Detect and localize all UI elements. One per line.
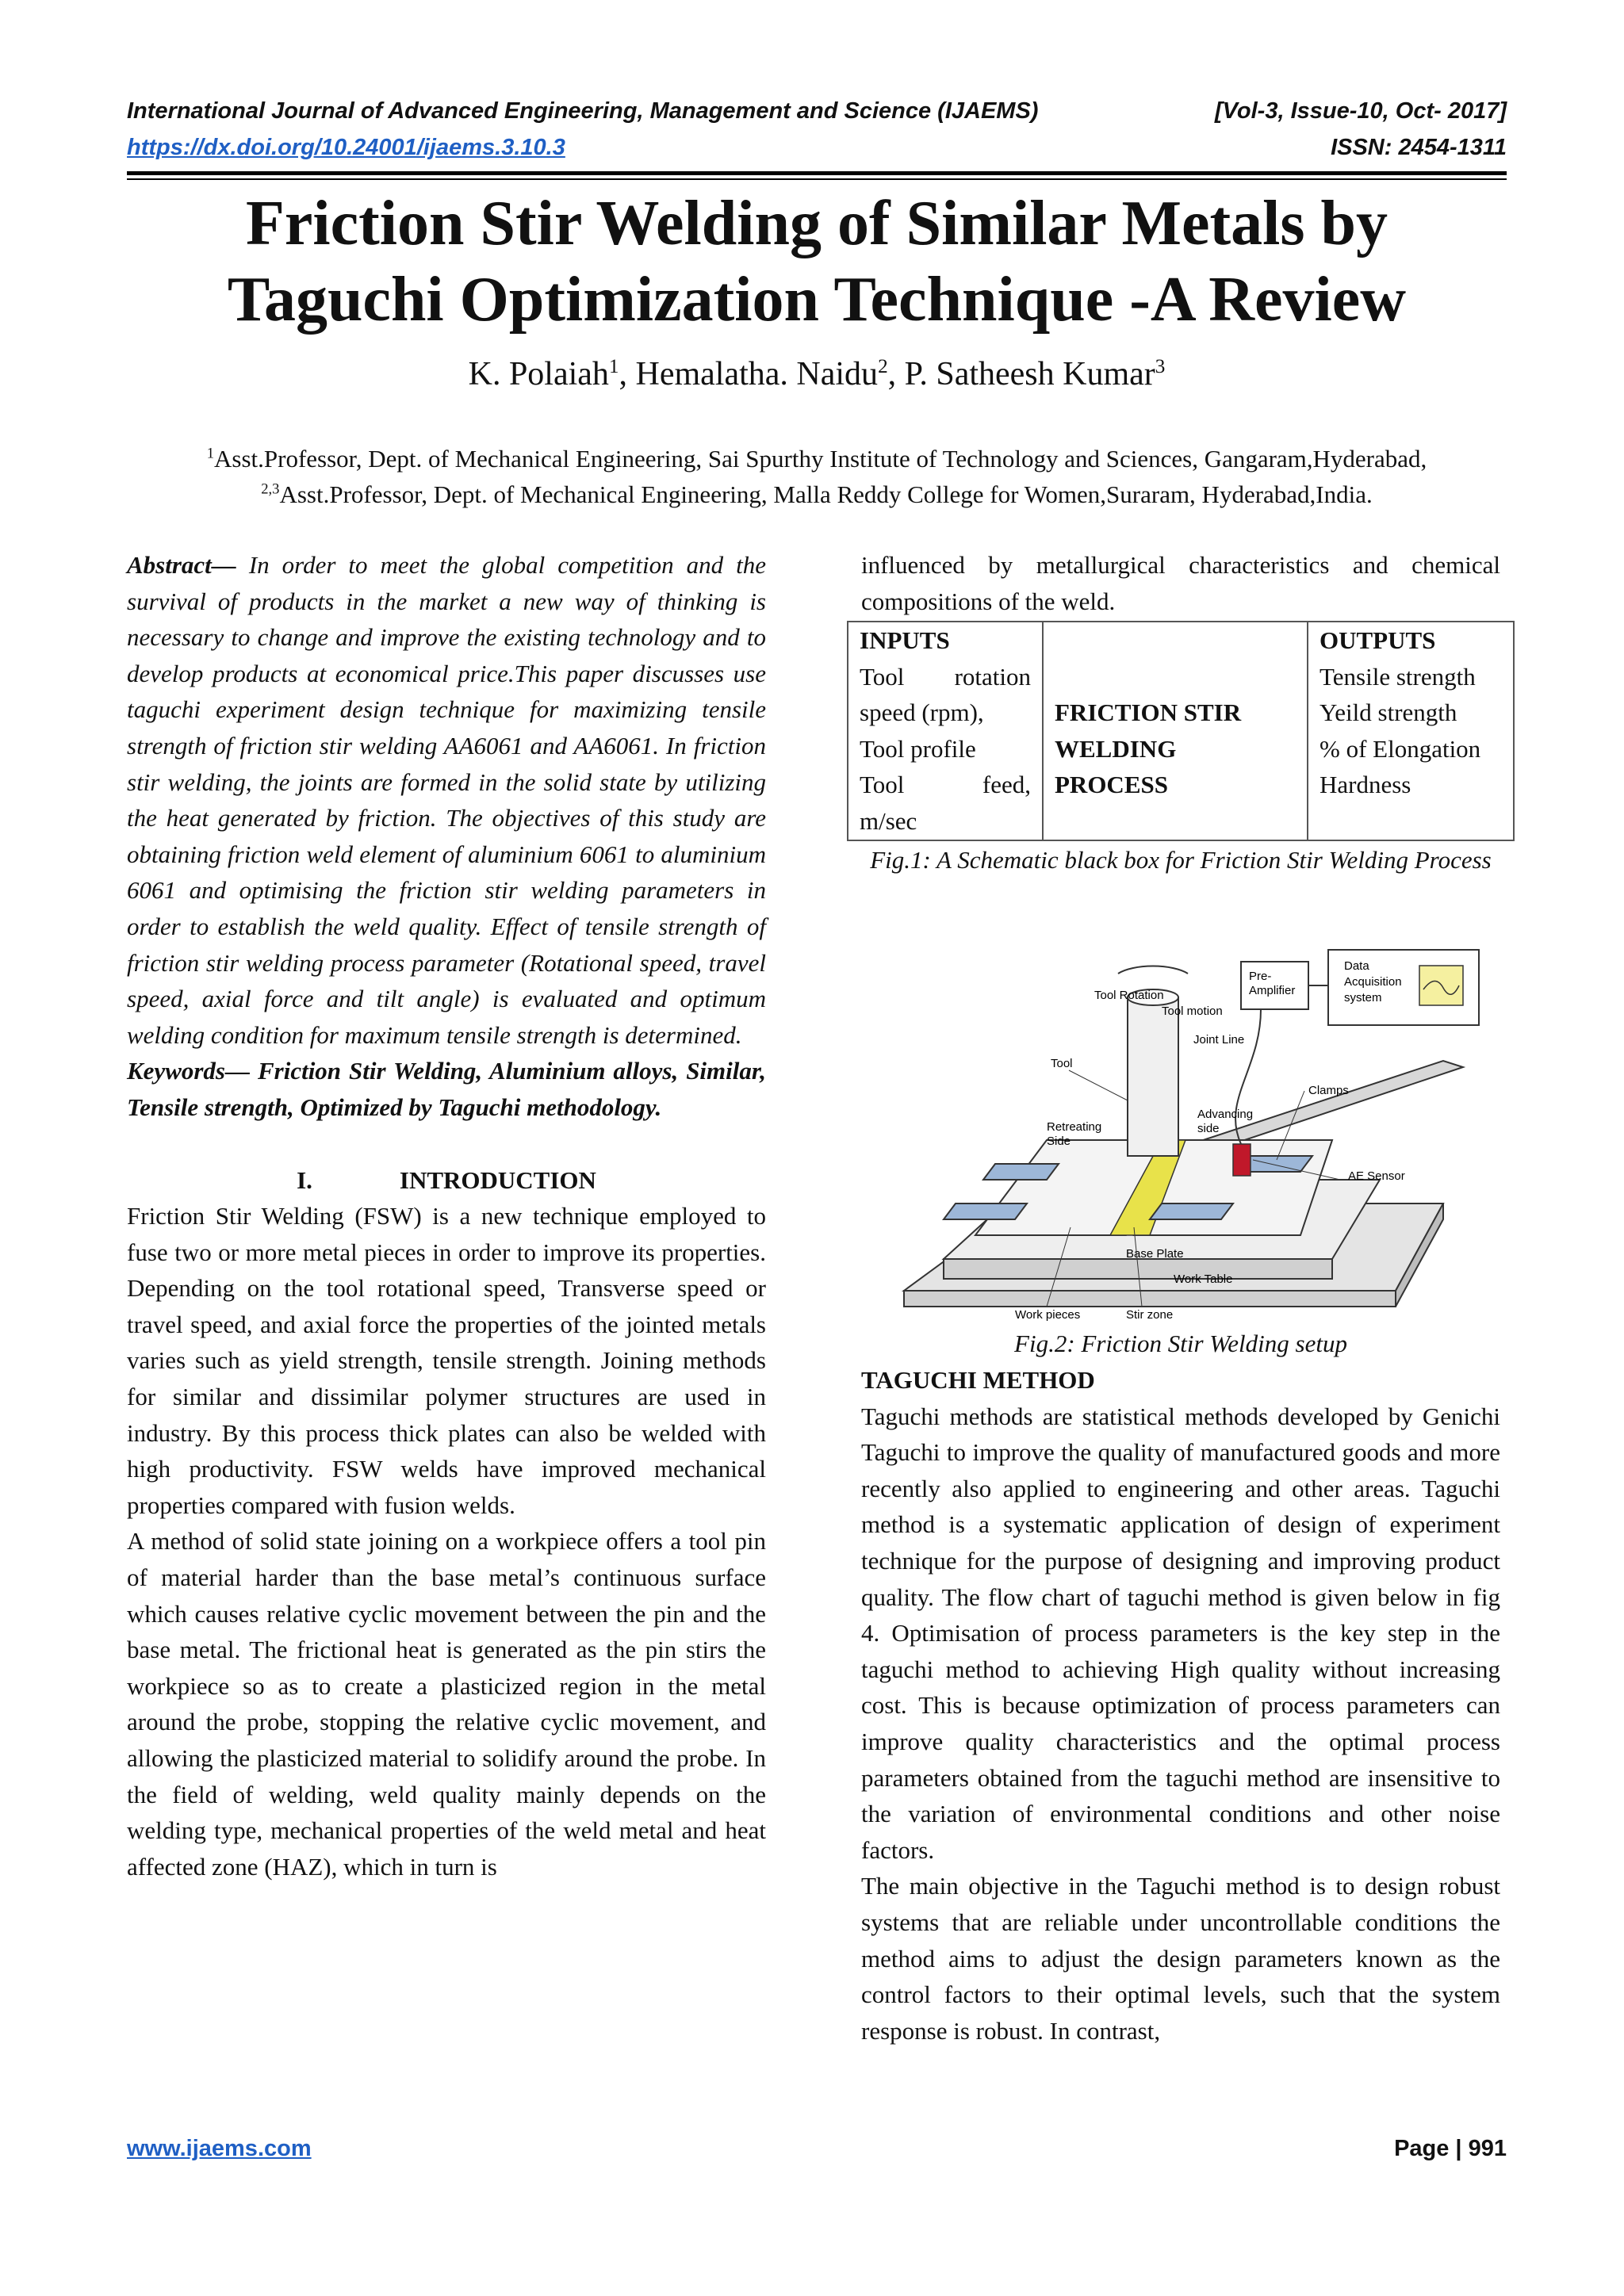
tool-shank <box>1128 997 1178 1156</box>
clamp-left-back <box>983 1164 1059 1180</box>
output-item-hardness: Hardness <box>1320 771 1411 799</box>
taguchi-paragraph-1: Taguchi methods are statistical methods developed by Genichi Taguchi to improve the quality of manufactured goods and more recently also applied to engineering and other areas. Taguchi method is a systematic application of design of experiment technique for the purpose of designing and improving product quality. The flow chart of taguchi method is given below in fig 4. Optimisation of process parameters is the key step in the taguchi method to achieving High quality without increasing cost. This is because optimization of process parameters can improve quality characteristics and the optimal process parameters obtained from the taguchi method are insensitive to the variation of environmental conditions and other noise factors. <box>861 1402 1500 1864</box>
input-item-unit: m/sec <box>860 806 917 835</box>
abstract-text: In order to meet the global competition and the survival of products in the market a new way of thinking is necessary to change and improve the existing technology and to develop products at economical price.This paper discusses use taguchi experiment design technique for maximizing tensile strength of friction stir welding AA6061 and AA6061. In friction stir welding, the joints are formed in the solid state by utilizing the heat generated by friction. The objectives of this study are obtaining friction weld element of aluminium 6061 to aluminium 6061 and optimising the friction stir welding parameters in order to establish the weld quality. Effect of tensile strength of friction stir welding process parameter (Rotational speed, travel speed, axial force and tilt angle) is evaluated and optimum welding condition for maximum tensile strength is determined. <box>127 551 766 1049</box>
label-retreating-2: Side <box>1047 1135 1071 1148</box>
intro-number: I. <box>297 1165 312 1194</box>
affiliation-2 <box>127 476 1507 512</box>
taguchi-section <box>861 1362 1500 2049</box>
outputs-heading: OUTPUTS <box>1320 626 1436 654</box>
page-number: Page | 991 <box>1394 2136 1507 2161</box>
doi-link[interactable]: https://dx.doi.org/10.24001/ijaems.3.10.3 <box>127 135 565 160</box>
input-item-speed: speed (rpm), <box>860 698 984 727</box>
process-line-2: WELDING <box>1055 734 1177 763</box>
abstract <box>127 547 766 1053</box>
output-item-yield: Yeild strength <box>1320 698 1457 727</box>
black-box-table <box>847 621 1515 841</box>
label-work-pieces: Work pieces <box>1015 1308 1081 1322</box>
label-advancing: Advancing <box>1197 1108 1254 1121</box>
author-2-sup: 2 <box>878 356 888 377</box>
affiliations <box>127 441 1507 512</box>
black-box-table-wrap <box>847 621 1515 841</box>
clamp-left-front <box>944 1203 1027 1219</box>
author-1-sup: 1 <box>608 356 619 377</box>
outputs-cell <box>1308 622 1514 840</box>
inputs-heading: INPUTS <box>860 626 950 654</box>
continuation-paragraph: influenced by metallurgical characteristics and chemical compositions of the weld. <box>861 551 1500 615</box>
label-advancing-2: side <box>1197 1122 1220 1135</box>
output-item-tensile: Tensile strength <box>1320 662 1476 691</box>
label-pre-amp-2: Amplifier <box>1249 984 1296 997</box>
intro-paragraph-1: Friction Stir Welding (FSW) is a new technique employed to fuse two or more metal pieces in order to improve its properties. Depending on the tool rotational speed, Transverse speed or travel speed, and axial force the properties of the jointed metals varies such as yield strength, tensile strength. Joining methods for similar and dissimilar polymer structures are used in industry. By this process thick plates can also be welded with high productivity. FSW welds have improved mechanical properties compared with fusion welds. <box>127 1202 766 1519</box>
process-cell <box>1043 622 1308 840</box>
affiliation-1-text: Asst.Professor, Dept. of Mechanical Engineering, Sai Spurthy Institute of Technology and Sciences, Gangaram,Hyderabad, <box>214 445 1427 473</box>
label-daq-3: system <box>1344 991 1382 1004</box>
author-3-sup: 3 <box>1155 356 1166 377</box>
author-2: Hemalatha. Naidu <box>635 356 879 392</box>
keywords-text: Friction Stir Welding, Aluminium alloys, Similar, Tensile strength, Optimized by Taguchi methodology. <box>127 1057 766 1121</box>
taguchi-paragraph-2: The main objective in the Taguchi method is to design robust systems that are reliable under uncontrollable conditions the method aims to adjust the design parameters known as the control factors to their optimal levels, such that the system response is robust. In contrast, <box>861 1872 1500 2045</box>
taguchi-heading: TAGUCHI METHOD <box>861 1366 1095 1394</box>
label-retreating: Retreating <box>1047 1120 1102 1134</box>
leader-tool <box>1069 1070 1128 1100</box>
affiliation-2-sup: 2,3 <box>261 480 280 498</box>
fig2-caption: Fig.2: Friction Stir Welding setup <box>1014 1330 1347 1357</box>
paper-title <box>127 186 1507 338</box>
website-link[interactable]: www.ijaems.com <box>127 2136 312 2161</box>
right-column <box>861 547 1500 619</box>
author-sep-2: , <box>887 356 905 392</box>
author-3: P. Satheesh Kumar <box>904 356 1155 392</box>
label-clamps: Clamps <box>1308 1084 1349 1097</box>
keywords <box>127 1053 766 1125</box>
label-daq-1: Data <box>1344 959 1369 973</box>
table-row <box>848 622 1514 840</box>
fsw-setup-figure <box>888 942 1491 1322</box>
work-table-front <box>904 1291 1396 1307</box>
input-item-rotation: Tool rotation <box>860 662 1031 691</box>
inputs-cell <box>848 622 1043 840</box>
authors <box>127 355 1507 393</box>
label-daq-2: Acquisition <box>1344 975 1402 989</box>
clamp-right-front <box>1150 1203 1233 1219</box>
label-joint-line: Joint Line <box>1193 1033 1245 1047</box>
volume-info: [Vol-3, Issue-10, Oct- 2017] <box>1214 98 1507 124</box>
intro-title: INTRODUCTION <box>399 1165 596 1194</box>
author-1: K. Polaiah <box>468 356 609 392</box>
label-tool-motion: Tool motion <box>1162 1004 1223 1018</box>
label-ae-sensor: AE Sensor <box>1348 1169 1405 1183</box>
affiliation-1 <box>127 441 1507 476</box>
affiliation-1-sup: 1 <box>206 445 215 462</box>
input-item-feed: Tool feed, <box>860 771 1031 799</box>
output-item-elongation: % of Elongation <box>1320 734 1481 763</box>
header-rule-thick <box>127 171 1507 175</box>
label-tool-rotation: Tool Rotation <box>1094 989 1164 1002</box>
intro-heading <box>127 1162 766 1199</box>
process-line-1: FRICTION STIR <box>1055 698 1242 726</box>
fig1-caption: Fig.1: A Schematic black box for Friction Stir Welding Process <box>870 846 1492 874</box>
journal-name: International Journal of Advanced Engineering, Management and Science (IJAEMS) <box>127 98 1039 124</box>
author-sep-1: , <box>619 356 636 392</box>
input-item-profile: Tool profile <box>860 734 976 763</box>
label-work-table: Work Table <box>1174 1272 1233 1286</box>
issn: ISSN: 2454-1311 <box>1331 135 1507 160</box>
header-rule-thin <box>127 178 1507 180</box>
abstract-label: Abstract— <box>127 551 236 579</box>
fsw-setup-diagram <box>888 942 1491 1322</box>
keywords-label: Keywords— <box>127 1057 250 1085</box>
label-stir-zone: Stir zone <box>1126 1308 1174 1322</box>
ae-sensor <box>1233 1144 1251 1176</box>
left-column <box>127 547 766 1885</box>
label-base-plate: Base Plate <box>1126 1247 1184 1261</box>
label-pre-amp: Pre- <box>1249 970 1272 983</box>
intro-paragraph-2: A method of solid state joining on a workpiece offers a tool pin of material harder than the base metal’s continuous surface which causes relative cyclic movement between the pin and the base metal. The frictional heat is generated as the pin stirs the workpiece so as to create a plasticized region in the metal around the probe, stopping the relative cyclic movement, and allowing the plasticized material to solidify around the probe. In the field of welding, weld quality mainly depends on the welding type, mechanical properties of the weld metal and heat affected zone (HAZ), which in turn is <box>127 1527 766 1881</box>
affiliation-2-text: Asst.Professor, Dept. of Mechanical Engineering, Malla Reddy College for Women,Suraram, Hyderabad,India. <box>279 480 1373 508</box>
title-line-2: Taguchi Optimization Technique -A Review <box>227 265 1407 335</box>
title-line-1: Friction Stir Welding of Similar Metals by <box>246 189 1388 258</box>
tool-rotation-arrow <box>1118 966 1188 974</box>
label-tool: Tool <box>1051 1057 1073 1070</box>
process-line-3: PROCESS <box>1055 771 1168 799</box>
